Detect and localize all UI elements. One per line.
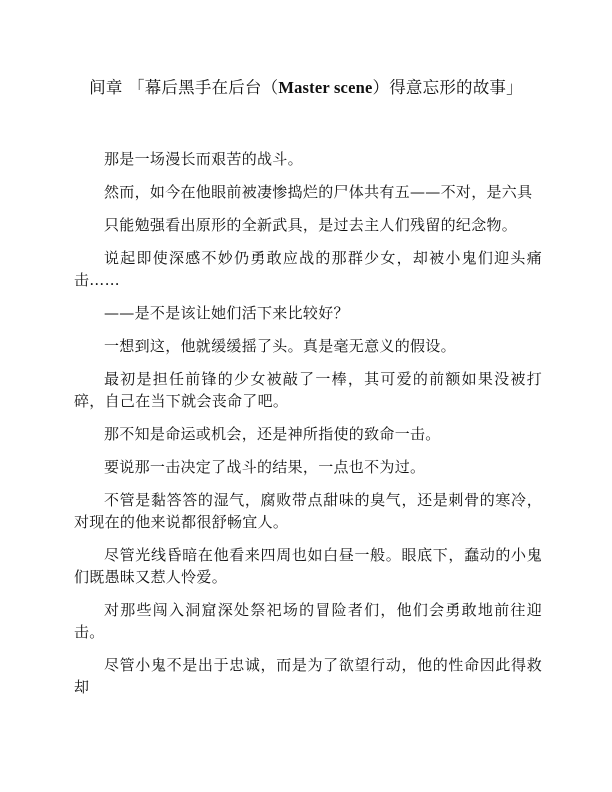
chapter-title xyxy=(0,76,612,100)
paragraph: 那是一场漫长而艰苦的战斗。 xyxy=(104,150,303,168)
chapter-title-prefix: 间章 「幕后黑手在后台（ xyxy=(89,78,279,97)
paragraph: 一想到这，他就缓缓摇了头。真是毫无意义的假设。 xyxy=(104,337,456,355)
paragraph: 不管是黏答答的湿气，腐败带点甜味的臭气，还是刺骨的寒冷，对现在的他来说都很舒畅宜人。 xyxy=(74,491,542,531)
chapter-title-suffix: ）得意忘形的故事」 xyxy=(372,78,523,97)
paragraph: 说起即使深感不妙仍勇敢应战的那群少女，却被小鬼们迎头痛击…… xyxy=(74,249,542,289)
paragraph: 只能勉强看出原形的全新武具，是过去主人们残留的纪念物。 xyxy=(104,216,518,234)
paragraph: 那不知是命运或机会，还是神所指使的致命一击。 xyxy=(104,425,441,443)
paragraph: 然而，如今在他眼前被凄惨捣烂的尸体共有五——不对，是六具 xyxy=(104,183,533,201)
paragraph: 尽管光线昏暗在他看来四周也如白昼一般。眼底下，蠢动的小鬼们既愚昧又惹人怜爱。 xyxy=(74,546,542,586)
paragraph: ——是不是该让她们活下来比较好？ xyxy=(104,304,349,322)
paragraph: 对那些闯入洞窟深处祭祀场的冒险者们，他们会勇敢地前往迎击。 xyxy=(74,601,542,641)
paragraph: 尽管小鬼不是出于忠诚，而是为了欲望行动，他的性命因此得救却 xyxy=(74,656,542,696)
paragraph: 要说那一击决定了战斗的结果，一点也不为过。 xyxy=(104,458,426,476)
paragraph: 最初是担任前锋的少女被敲了一棒，其可爱的前额如果没被打碎，自己在当下就会丧命了吧。 xyxy=(74,370,542,410)
chapter-title-latin: Master scene xyxy=(278,78,373,97)
body-text xyxy=(74,148,542,709)
